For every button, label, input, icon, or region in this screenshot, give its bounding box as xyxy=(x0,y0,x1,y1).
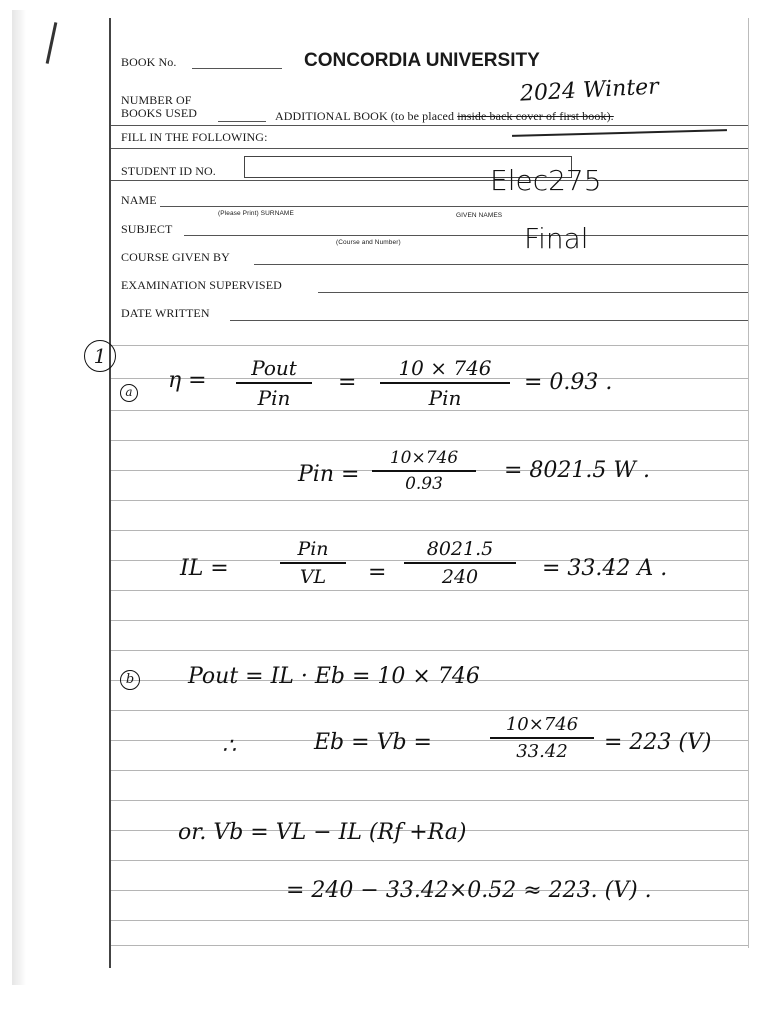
books-used-line xyxy=(218,121,266,122)
subject-line xyxy=(184,235,748,236)
right-page-edge xyxy=(748,18,749,948)
therefore-symbol: ∴ xyxy=(222,734,236,759)
il-frac1-numerator: Pin xyxy=(297,538,329,560)
header-rule-2 xyxy=(111,148,748,149)
given-names-hint: GIVEN NAMES xyxy=(456,212,503,219)
book-no-label: BOOK No. xyxy=(121,55,177,69)
header-rule-3 xyxy=(111,180,748,181)
final-calculation-line: = 240 − 33.42×0.52 ≈ 223. (V) . xyxy=(286,878,652,903)
ruled-line xyxy=(111,860,748,861)
fraction-bar xyxy=(490,737,594,739)
fraction-bar xyxy=(404,562,516,564)
course-number-hint: (Course and Number) xyxy=(336,239,401,246)
books-used-label: BOOKS USED xyxy=(121,106,198,120)
il-frac2-numerator: 8021.5 xyxy=(426,538,494,560)
handwritten-course-given-by: Final xyxy=(524,222,589,255)
il-fraction-1 xyxy=(280,538,346,588)
il-equals: = xyxy=(368,560,387,585)
ruled-line xyxy=(111,650,748,651)
page-number-mark xyxy=(46,22,58,64)
ruled-line xyxy=(111,710,748,711)
ruled-line xyxy=(111,620,748,621)
part-a-marker: a xyxy=(120,384,138,402)
handwritten-subject: Elec275 xyxy=(490,164,602,197)
additional-book-prefix: ADDITIONAL BOOK (to be placed xyxy=(275,109,455,123)
surname-hint: (Please Print) SURNAME xyxy=(218,210,294,217)
number-of-label: NUMBER OF xyxy=(121,93,192,107)
efficiency-frac1-denominator: Pin xyxy=(257,385,291,410)
efficiency-equals: = xyxy=(338,370,357,395)
date-written-line xyxy=(230,320,748,321)
ruled-line xyxy=(111,500,748,501)
ruled-line xyxy=(111,440,748,441)
efficiency-fraction-1 xyxy=(236,356,312,410)
student-id-label: STUDENT ID NO. xyxy=(121,164,216,178)
alternative-line: or. Vb = VL − IL (Rf +Ra) xyxy=(178,820,467,845)
additional-book-label xyxy=(275,109,614,124)
efficiency-frac2-numerator: 10 × 746 xyxy=(398,356,492,380)
course-given-by-line xyxy=(254,264,748,265)
pin-frac-denominator: 0.93 xyxy=(405,473,443,494)
university-title: CONCORDIA UNIVERSITY xyxy=(304,50,540,71)
exam-supervised-label: EXAMINATION SUPERVISED xyxy=(121,278,282,292)
pin-result: = 8021.5 W . xyxy=(504,458,650,483)
efficiency-fraction-2 xyxy=(380,356,510,410)
subject-label: SUBJECT xyxy=(121,222,173,236)
additional-book-struck: inside back cover of first book). xyxy=(457,109,614,123)
pin-fraction xyxy=(372,448,476,494)
il-result: = 33.42 A . xyxy=(542,556,668,581)
eb-fraction xyxy=(490,714,594,762)
ruled-line xyxy=(111,945,748,946)
il-fraction-2 xyxy=(404,538,516,588)
efficiency-lhs: η = xyxy=(168,368,207,393)
name-label: NAME xyxy=(121,193,157,207)
handwritten-term: 2024 Winter xyxy=(519,74,660,107)
efficiency-result: = 0.93 . xyxy=(524,370,613,395)
term-underline xyxy=(512,129,727,137)
eb-lhs: Eb = Vb = xyxy=(314,730,432,755)
name-line xyxy=(160,206,748,207)
course-given-by-label: COURSE GIVEN BY xyxy=(121,250,230,264)
ruled-line xyxy=(111,410,748,411)
part-b-marker: b xyxy=(120,670,140,690)
eb-frac-denominator: 33.42 xyxy=(516,740,568,762)
pin-lhs: Pin = xyxy=(298,462,360,487)
fraction-bar xyxy=(280,562,346,564)
date-written-label: DATE WRITTEN xyxy=(121,306,210,320)
fraction-bar xyxy=(372,470,476,472)
ruled-line xyxy=(111,345,748,346)
pout-line: Pout = IL · Eb = 10 × 746 xyxy=(188,664,480,689)
book-no-line xyxy=(192,68,282,69)
eb-frac-numerator: 10×746 xyxy=(505,714,579,735)
ruled-line xyxy=(111,590,748,591)
ruled-line xyxy=(111,770,748,771)
scan-shadow-edge xyxy=(12,10,26,985)
exam-supervised-line xyxy=(318,292,748,293)
il-lhs: IL = xyxy=(180,556,229,581)
fill-in-label: FILL IN THE FOLLOWING: xyxy=(121,130,268,144)
ruled-line xyxy=(111,530,748,531)
eb-result: = 223 (V) xyxy=(604,730,712,755)
left-margin-line xyxy=(109,18,111,968)
efficiency-frac1-numerator: Pout xyxy=(251,356,297,380)
header-rule-1 xyxy=(111,125,748,126)
fraction-bar xyxy=(380,382,510,384)
il-frac1-denominator: VL xyxy=(299,565,327,588)
pin-frac-numerator: 10×746 xyxy=(389,448,459,468)
ruled-line xyxy=(111,920,748,921)
efficiency-frac2-denominator: Pin xyxy=(428,385,462,410)
question-number-circle: 1 xyxy=(84,340,116,372)
ruled-line xyxy=(111,800,748,801)
il-frac2-denominator: 240 xyxy=(441,565,479,588)
fraction-bar xyxy=(236,382,312,384)
